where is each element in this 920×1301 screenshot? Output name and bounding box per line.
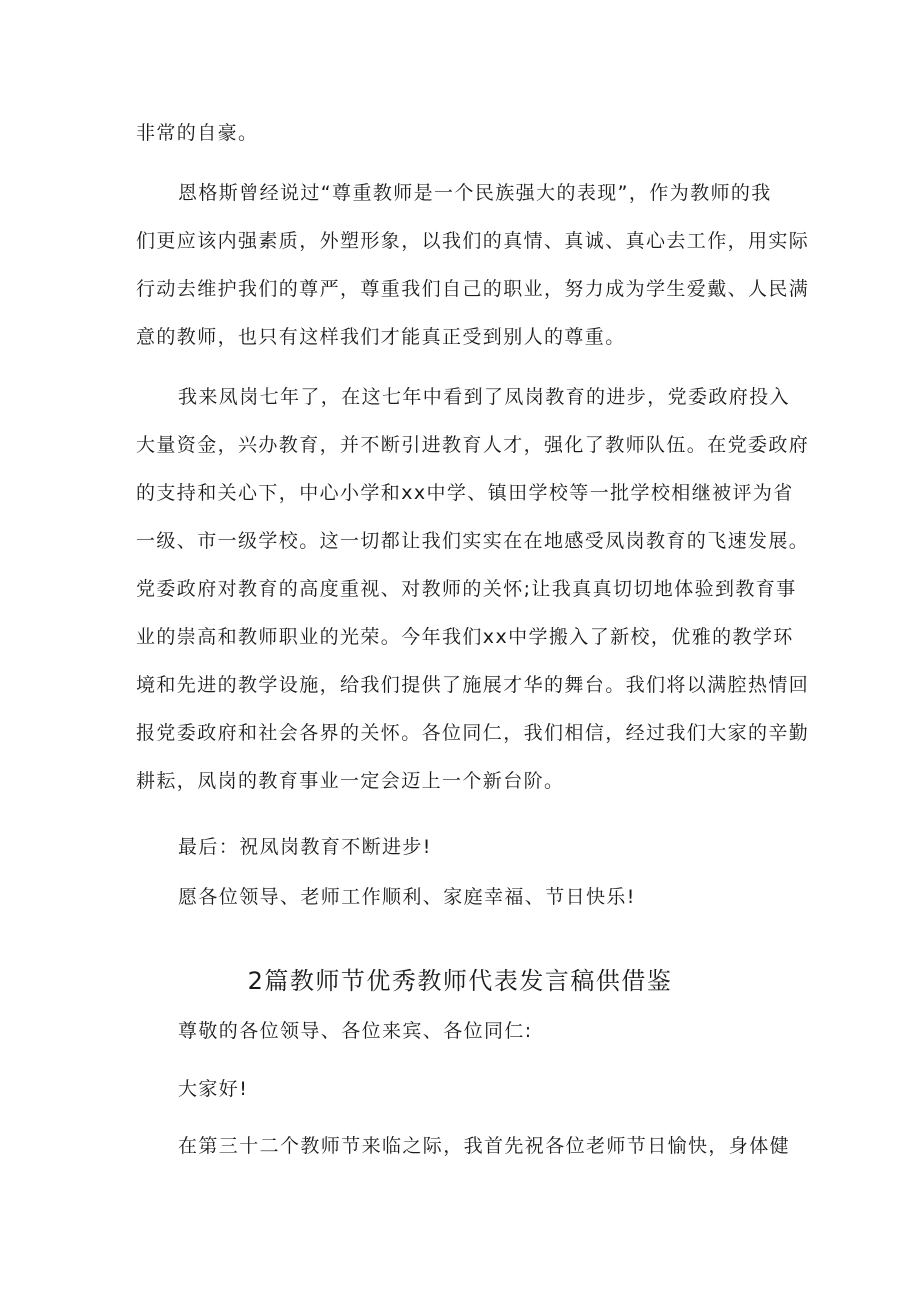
paragraph-line: 恩格斯曾经说过“尊重教师是一个民族强大的表现”，作为教师的我 (178, 182, 772, 204)
paragraph-line: 大量资金，兴办教育，并不断引进教育人才，强化了教师队伍。在党委政府 (136, 434, 810, 456)
paragraph-line: 意的教师，也只有这样我们才能真正受到别人的尊重。 (136, 326, 626, 348)
paragraph-line: 行动去维护我们的尊严，尊重我们自己的职业，努力成为学生爱戴、人民满 (136, 278, 810, 300)
paragraph-line: 我来凤岗七年了，在这七年中看到了凤岗教育的进步，党委政府投入 (178, 386, 791, 408)
paragraph-line: 党委政府对教育的高度重视、对教师的关怀;让我真真切切地体验到教育事 (136, 578, 797, 600)
paragraph-line: 非常的自豪。 (136, 122, 259, 144)
closing-wish-line: 愿各位领导、老师工作顺利、家庭幸福、节日快乐! (178, 886, 636, 908)
section-heading: 2篇教师节优秀教师代表发言稿供借鉴 (247, 967, 673, 995)
paragraph-line: 耕耘，凤岗的教育事业一定会迈上一个新台阶。 (136, 770, 565, 792)
paragraph-line: 的支持和关心下，中心小学和xx中学、镇田学校等一批学校相继被评为省 (136, 482, 794, 504)
paragraph-line: 们更应该内强素质，外塑形象，以我们的真情、真诚、真心去工作，用实际 (136, 230, 810, 252)
closing-wish-line: 最后：祝凤岗教育不断进步! (178, 836, 432, 858)
paragraph-line: 报党委政府和社会各界的关怀。各位同仁，我们相信，经过我们大家的辛勤 (136, 722, 810, 744)
paragraph-line: 境和先进的教学设施，给我们提供了施展才华的舞台。我们将以满腔热情回 (136, 674, 810, 696)
paragraph-line: 一级、市一级学校。这一切都让我们实实在在地感受凤岗教育的飞速发展。 (136, 530, 810, 552)
paragraph-line: 业的崇高和教师职业的光荣。今年我们xx中学搬入了新校，优雅的教学环 (136, 626, 794, 648)
salutation-line: 尊敬的各位领导、各位来宾、各位同仁: (178, 1020, 533, 1042)
greeting-line: 大家好! (178, 1078, 249, 1100)
paragraph-line: 在第三十二个教师节来临之际，我首先祝各位老师节日愉快，身体健 (178, 1135, 791, 1157)
